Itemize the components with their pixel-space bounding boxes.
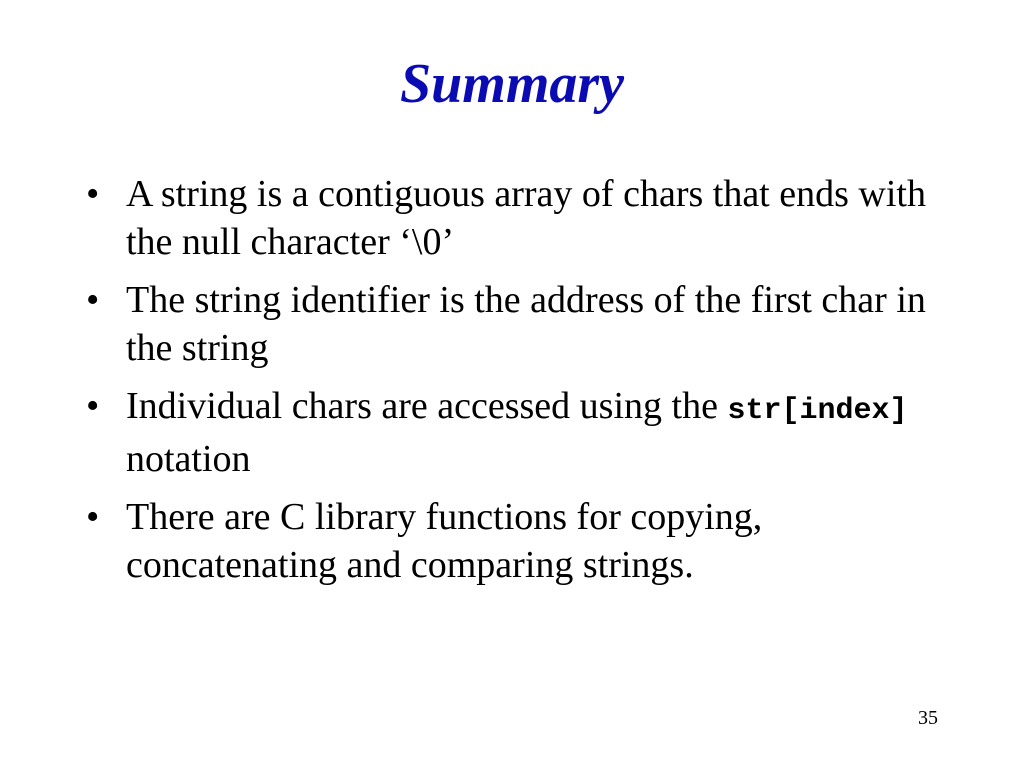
bullet-text: A string is a contiguous array of chars that ends with the null character ‘\0’ <box>126 173 926 263</box>
bullet-marker: • <box>86 173 100 215</box>
slide-title: Summary <box>399 53 625 115</box>
bullet-text-before-code: Individual chars are accessed using the <box>126 385 728 427</box>
bullet-text: The string identifier is the address of the first char in the string <box>126 279 926 369</box>
bullet-item <box>86 382 946 483</box>
bullet-text-after-code: notation <box>126 438 251 480</box>
bullet-text: There are C library functions for copying, concatenating and comparing strings. <box>126 496 763 586</box>
bullet-marker: • <box>86 385 100 427</box>
bullet-marker: • <box>86 279 100 321</box>
page-number: 35 <box>918 707 938 729</box>
bullet-item <box>86 493 946 589</box>
code-snippet: str[index] <box>727 394 908 428</box>
bullet-marker: • <box>86 496 100 538</box>
bullet-item <box>86 276 946 372</box>
bullet-text <box>126 382 946 483</box>
bullet-list <box>86 170 946 599</box>
bullet-item <box>86 170 946 266</box>
